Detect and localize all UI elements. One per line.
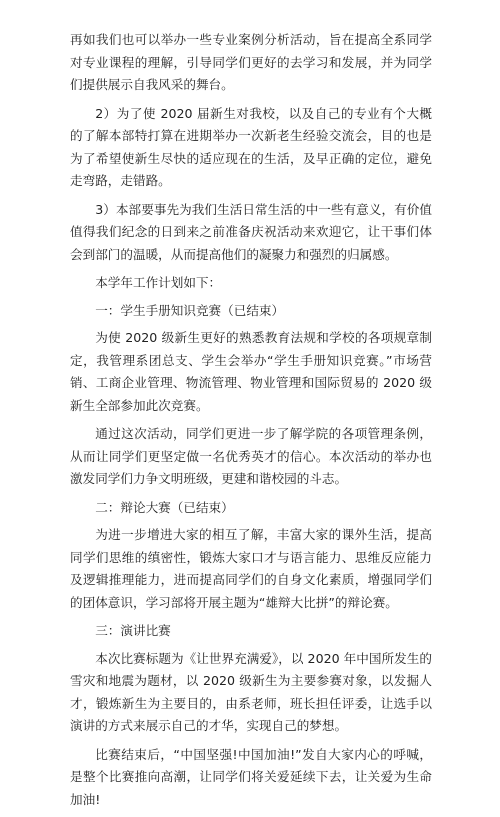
paragraph-debate: 为进一步增进大家的相互了解，丰富大家的课外生活，提高同学们思维的缜密性，锻炼大家口才与语言能力、思维反应能力及逻辑推理能力，进而提高同学们的自身文化素质，增强同学们的团体意识，学习部将开展主题为“雄辩大比拼”的辩论赛。: [70, 527, 432, 610]
paragraph-speech: 本次比赛标题为《让世界充满爱》，以 2020 年中国所发生的雪灾和地震为题材，以 2020 级新生为主要参赛对象，以发掘人才，锻炼新生为主要目的，由系老师，班长担任评委，让选手以演讲的方式来展示自己的才华，实现自己的梦想。: [70, 650, 432, 733]
paragraph-celebration: 3）本部要事先为我们生活日常生活的中一些有意义，有价值值得我们纪念的日到来之前准备庆祝活动来欢迎它，让干事们体会到部门的温暖，从而提高他们的凝聚力和强烈的归属感。: [70, 201, 432, 262]
paragraph-handbook-result: 通过这次活动，同学们更进一步了解学院的各项管理条例，从而让同学们更坚定做一名优秀英才的信心。本次活动的举办也激发同学们力争文明班级，更建和谐校园的斗志。: [70, 426, 432, 486]
heading-work-plan: 本学年工作计划如下：: [95, 275, 222, 290]
paragraph-case-analysis: 再如我们也可以举办一些专业案例分析活动，旨在提高全系同学对专业课程的理解，引导同学们更好的去学习和发展，并为同学们提供展示自我风采的舞台。: [70, 32, 432, 92]
paragraph-exchange-meeting: 2）为了使 2020 届新生对我校，以及自己的专业有个大概的了解本部特打算在进期举办一次新老生经验交流会，目的也是为了希望使新生尽快的适应现在的生活，及早正确的定位，避免走弯路，走错路。: [70, 105, 432, 188]
document-body: [70, 29, 432, 817]
paragraph-handbook-contest: 为使 2020 级新生更好的熟悉教育法规和学校的各项规章制定，我管理系团总支、学生会举办“学生手册知识竞赛。”市场营销、工商企业管理、物流管理、物业管理和国际贸易的 2020 级新生全部参加此次竞赛。: [70, 330, 432, 413]
heading-speech: 三：演讲比赛: [95, 623, 171, 638]
heading-debate: 二：辩论大赛（已结束）: [95, 499, 234, 515]
heading-handbook-contest: 一：学生手册知识竞赛（已结束）: [95, 302, 285, 318]
paragraph-speech-result: 比赛结束后，“中国坚强!中国加油!”发自大家内心的呼喊，是整个比赛推向高潮，让同学们将关爱延续下去，让关爱为生命加油!: [70, 746, 432, 807]
